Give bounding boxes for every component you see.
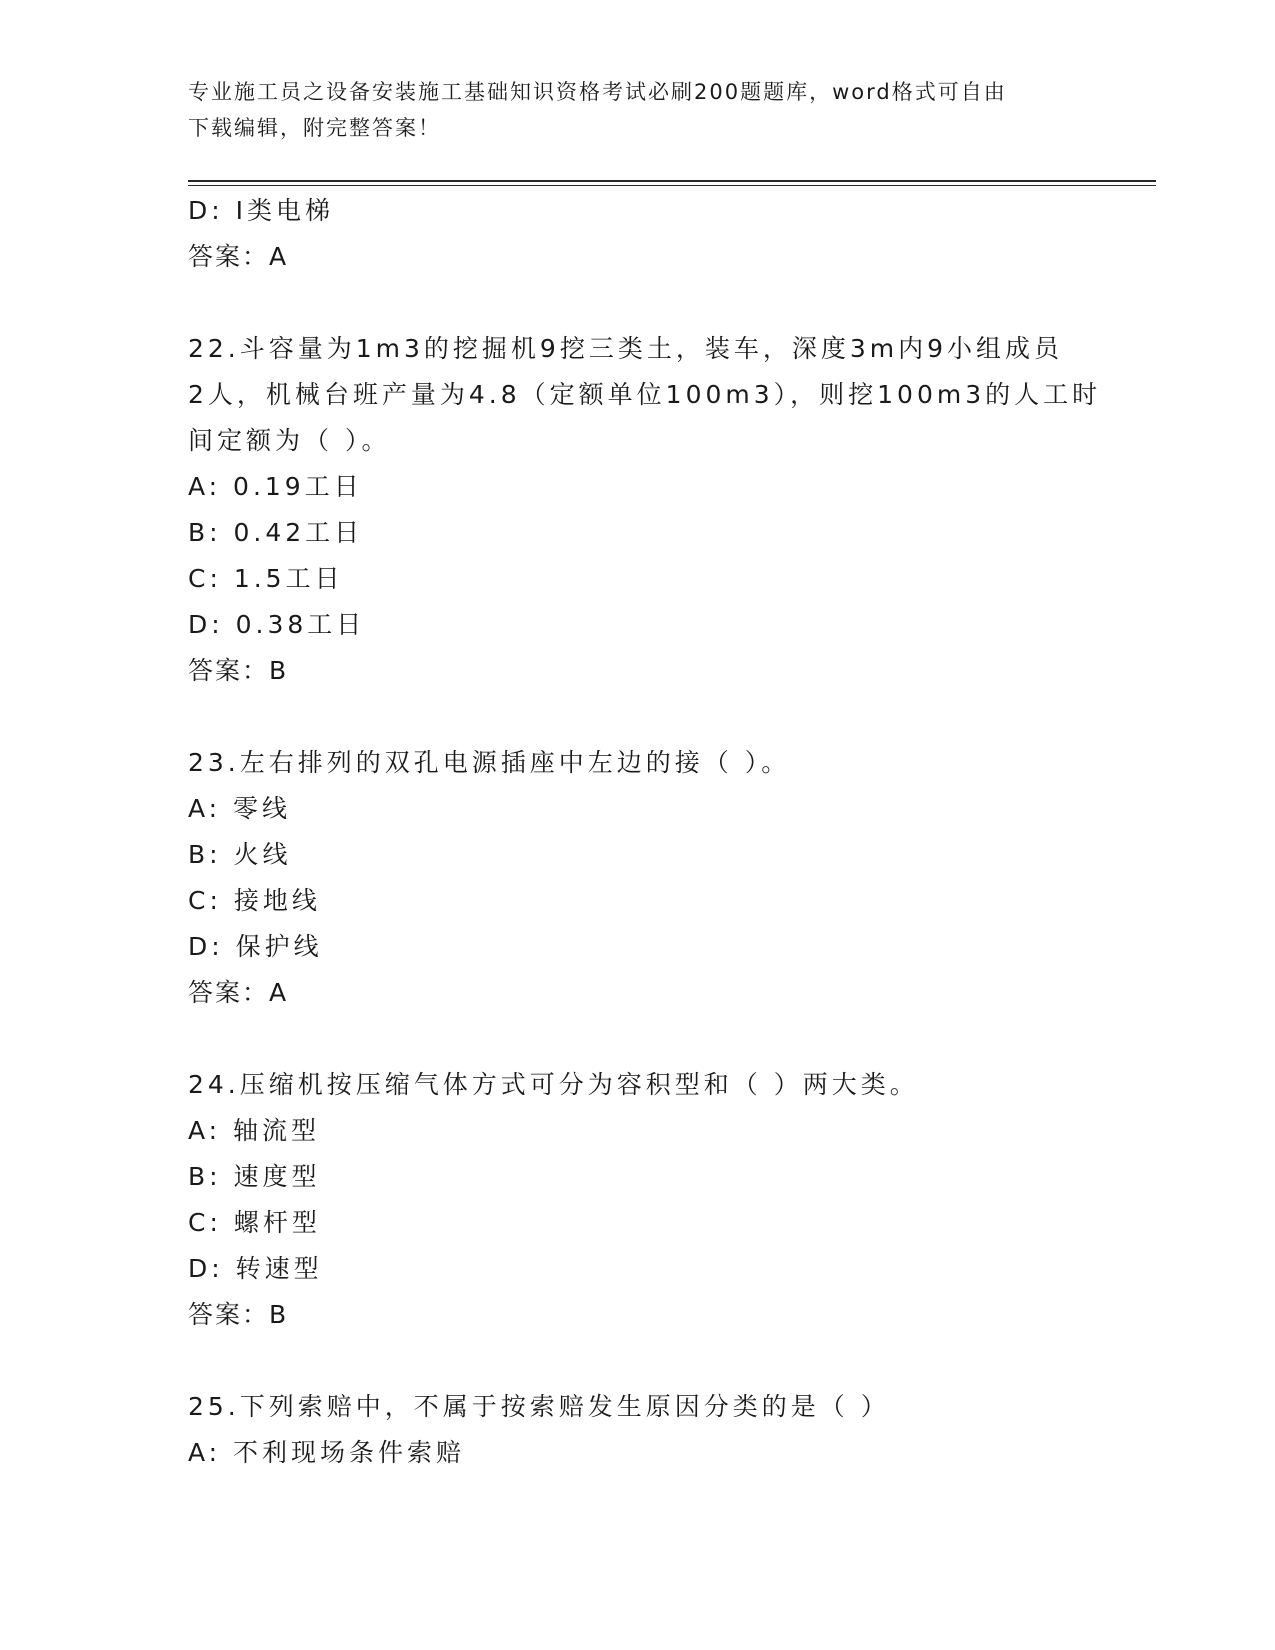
question-22 xyxy=(188,326,1102,694)
option-d: D: 转速型 xyxy=(188,1254,323,1283)
answer: 答案：B xyxy=(188,1300,289,1329)
prev-answer: 答案：A xyxy=(188,242,289,271)
answer: 答案：A xyxy=(188,978,289,1007)
option-b: B: 速度型 xyxy=(188,1162,321,1191)
spacer xyxy=(188,694,1088,740)
header-divider xyxy=(188,180,1156,186)
stem-line: 24.压缩机按压缩气体方式可分为容积型和（ ）两大类。 xyxy=(188,1070,919,1099)
question-24 xyxy=(188,1062,1088,1338)
spacer xyxy=(188,280,1088,326)
stem-line: 25.下列索赔中，不属于按索赔发生原因分类的是（ ） xyxy=(188,1392,890,1421)
question-stem xyxy=(188,740,1068,786)
stem-line: 间定额为（ ）。 xyxy=(188,426,391,455)
stem-line: 23.左右排列的双孔电源插座中左边的接（ ）。 xyxy=(188,748,791,777)
option-b: B: 0.42工日 xyxy=(188,518,364,547)
question-23 xyxy=(188,740,1088,1016)
option-b: B: 火线 xyxy=(188,840,292,869)
document-header xyxy=(188,74,1068,146)
option-c: C: 1.5工日 xyxy=(188,564,344,593)
option-a: A: 轴流型 xyxy=(188,1116,321,1145)
header-line-1: 专业施工员之设备安装施工基础知识资格考试必刷200题题库，word格式可自由 xyxy=(188,80,1007,104)
stem-line: 2人，机械台班产量为4.8（定额单位100m3），则挖100m3的人工时 xyxy=(188,380,1102,409)
option-c: C: 螺杆型 xyxy=(188,1208,321,1237)
question-content xyxy=(188,188,1102,1476)
option-d: D: 0.38工日 xyxy=(188,610,366,639)
option-d: D: 保护线 xyxy=(188,932,323,961)
question-stem xyxy=(188,326,1102,464)
stem-line: 22.斗容量为1m3的挖掘机9挖三类土，装车，深度3m内9小组成员 xyxy=(188,334,1063,363)
question-stem xyxy=(188,1384,1068,1430)
answer: 答案：B xyxy=(188,656,289,685)
spacer xyxy=(188,1338,1088,1384)
prev-option-d: D: I类电梯 xyxy=(188,196,334,225)
option-a: A: 不利现场条件索赔 xyxy=(188,1438,466,1467)
option-a: A: 0.19工日 xyxy=(188,472,363,501)
option-a: A: 零线 xyxy=(188,794,292,823)
question-25 xyxy=(188,1384,1088,1476)
question-stem xyxy=(188,1062,1068,1108)
spacer xyxy=(188,1016,1088,1062)
option-c: C: 接地线 xyxy=(188,886,321,915)
header-line-2: 下载编辑，附完整答案！ xyxy=(188,116,441,140)
